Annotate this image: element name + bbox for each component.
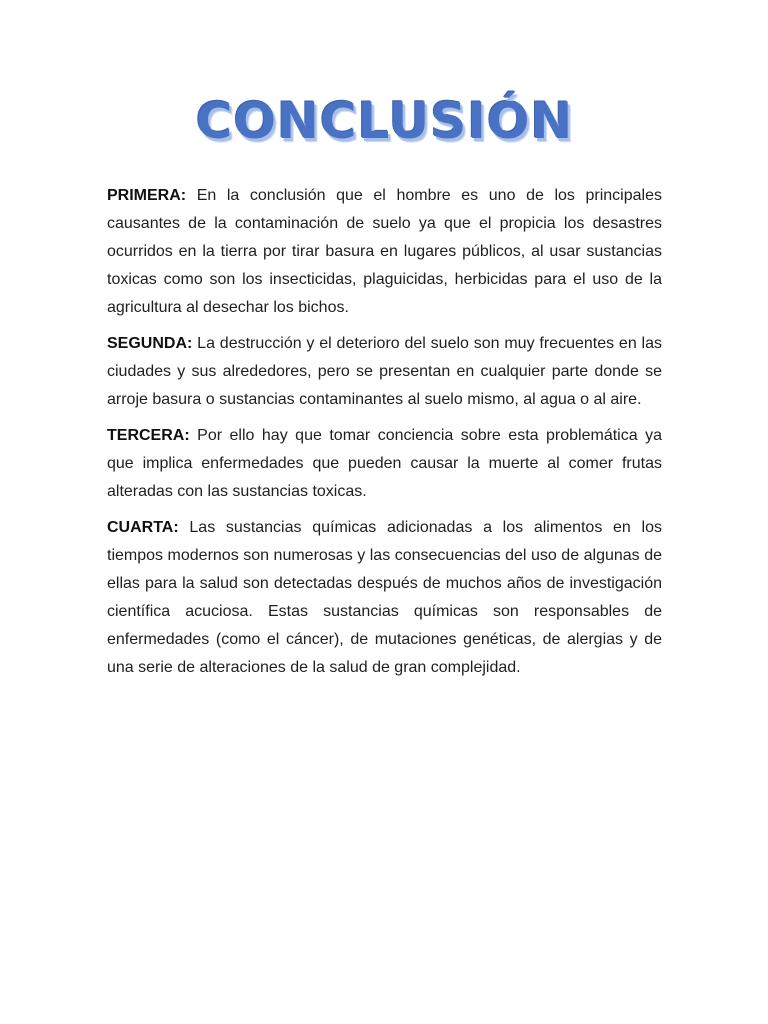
paragraph-text: Por ello hay que tomar conciencia sobre esta problemática ya que implica enfermedades que pueden causar la muerte al comer frutas alteradas con las sustancias toxicas. (107, 427, 662, 500)
paragraph-label: CUARTA: (107, 519, 179, 536)
document-body (107, 182, 662, 682)
paragraph-text: Las sustancias químicas adicionadas a los alimentos en los tiempos modernos son numerosas y las consecuencias del uso de algunas de ellas para la salud son detectadas después de muchos años de investigación científica acuciosa. Estas sustancias químicas son responsables de enfermedades (como el cáncer), de mutaciones genéticas, de alergias y de una serie de alteraciones de la salud de gran complejidad. (107, 519, 662, 676)
paragraph-text: En la conclusión que el hombre es uno de los principales causantes de la contaminación de suelo ya que el propicia los desastres ocurridos en la tierra por tirar basura en lugares públicos, al usar sustancias toxicas como son los insecticidas, plaguicidas, herbicidas para el uso de la agricultura al desechar los bichos. (107, 187, 662, 316)
paragraph-segunda (107, 330, 662, 414)
page-title: CONCLUSIÓN (195, 92, 574, 150)
paragraph-label: TERCERA: (107, 427, 190, 444)
paragraph-tercera (107, 422, 662, 506)
paragraph-label: SEGUNDA: (107, 335, 193, 352)
paragraph-text: La destrucción y el deterioro del suelo son muy frecuentes en las ciudades y sus alrededores, pero se presentan en cualquier parte donde se arroje basura o sustancias contaminantes al suelo mismo, al agua o al aire. (107, 335, 662, 408)
paragraph-primera (107, 182, 662, 322)
paragraph-cuarta (107, 514, 662, 682)
paragraph-label: PRIMERA: (107, 187, 187, 204)
